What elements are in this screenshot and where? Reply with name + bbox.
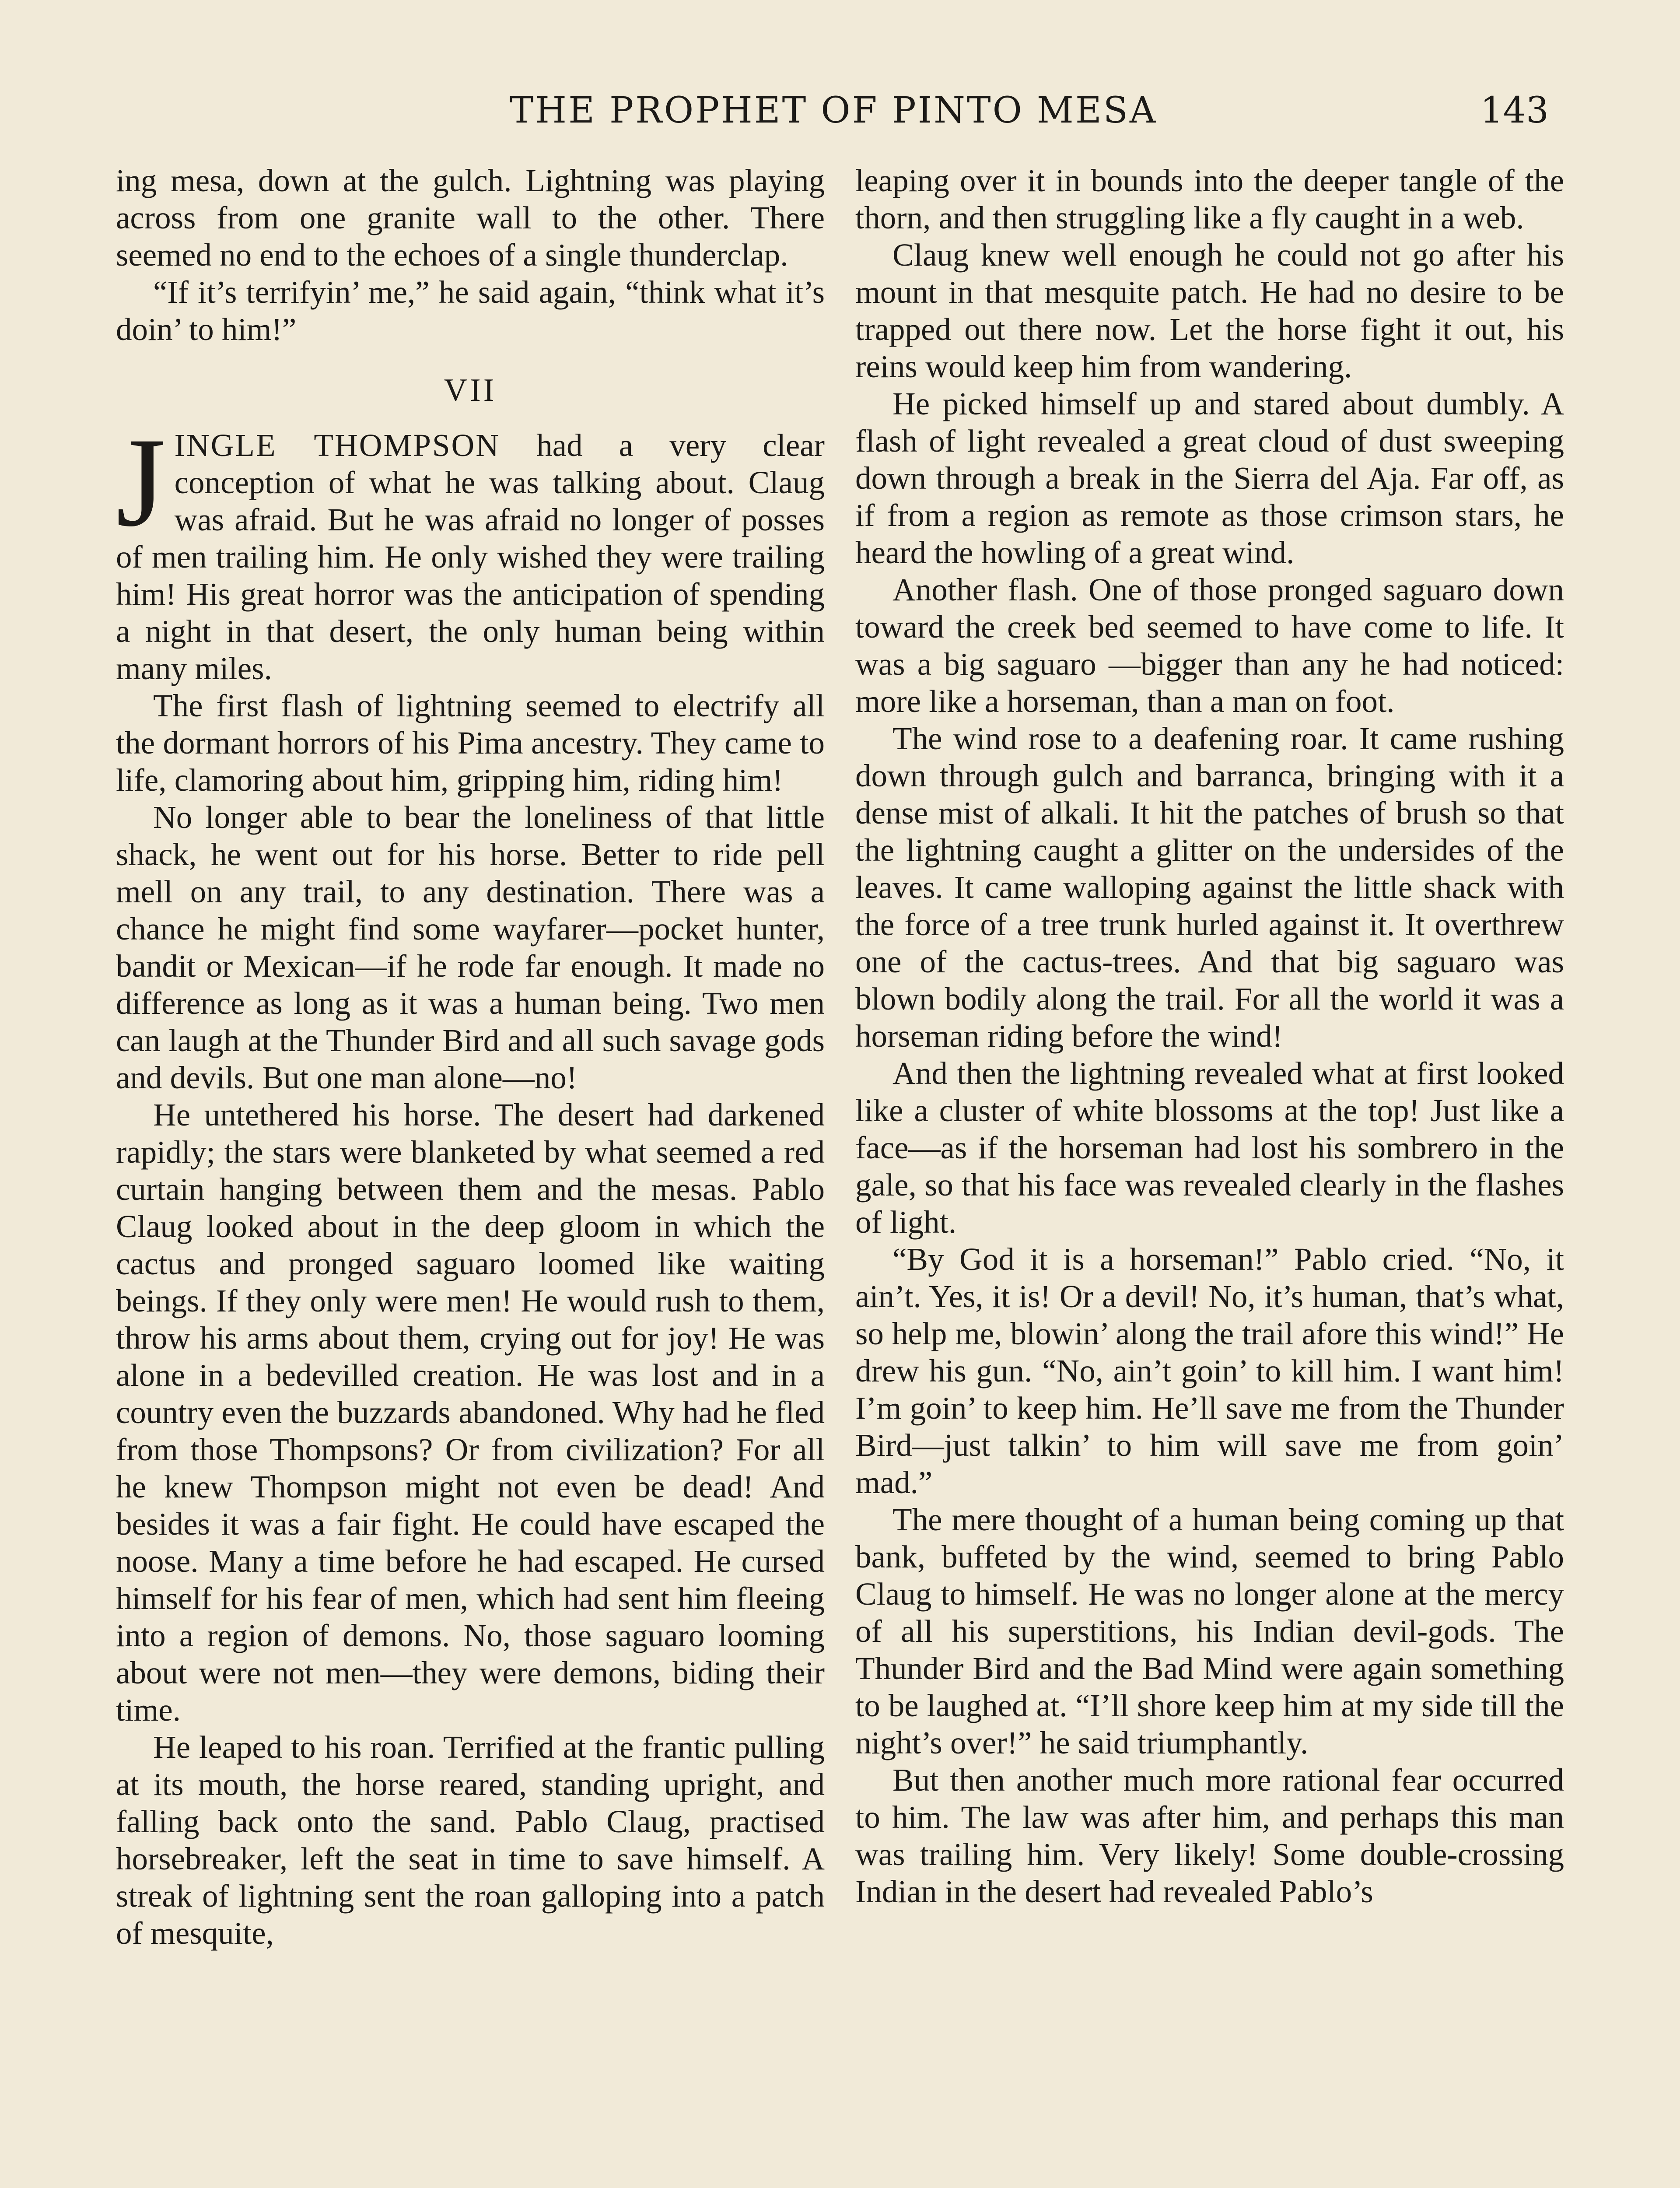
left-column: [116, 162, 825, 2188]
paragraph: He picked himself up and stared about dumbly. A flash of light revealed a great cloud of dust sweeping down through a break in the Sierra del Aja. Far off, as if from a region as remote as those crimson stars, he heard the howling of a great wind.: [855, 386, 1564, 570]
right-column: [855, 162, 1564, 2188]
paragraph: “By God it is a horseman!” Pablo cried. “No, it ain’t. Yes, it is! Or a devil! No, it’s human, that’s what, so help me, blowin’ along the trail afore this wind!” He drew his gun. “No, ain’t goin’ to kill him. I want him! I’m goin’ to keep him. He’ll save me from the Thunder Bird—just talkin’ to him will save me from goin’ mad.”: [855, 1241, 1564, 1500]
paragraph: The first flash of lightning seemed to electrify all the dormant horrors of his Pima ancestry. They came to life, clamoring about him, gripping him, riding him!: [116, 688, 825, 798]
lead-caps: INGLE THOMPSON: [174, 428, 500, 463]
paragraph: The wind rose to a deafening roar. It came rushing down through gulch and barranca, bringing with it a dense mist of alkali. It hit the patches of brush so that the lightning caught a glitter on the undersides of the leaves. It came walloping against the little shack with the force of a tree trunk hurled against it. It overthrew one of the cactus-trees. And that big saguaro was blown bodily along the trail. For all the world it was a horseman riding before the wind!: [855, 721, 1564, 1054]
page-header: [118, 90, 1549, 138]
paragraph: And then the lightning revealed what at first looked like a cluster of white blossoms at the top! Just like a face—as if the horseman had lost his sombrero in the gale, so that his face was revealed clearly in the flashes of light.: [855, 1055, 1564, 1240]
page-number: 143: [1480, 90, 1549, 131]
paragraph: He untethered his horse. The desert had darkened rapidly; the stars were blanketed by what seemed a red curtain hanging between them and the mesas. Pablo Claug looked about in the deep gloom in which the cactus and pronged saguaro loomed like waiting beings. If they only were men! He would rush to them, throw his arms about them, crying out for joy! He was alone in a bedevilled creation. He was lost and in a country even the buzzards abandoned. Why had he fled from those Thompsons? Or from civilization? For all he knew Thompson might not even be dead! And besides it was a fair fight. He could have escaped the noose. Many a time before he had escaped. He cursed himself for his fear of men, which had sent him fleeing into a region of demons. No, those saguaro looming about were not men—they were demons, biding their time.: [116, 1097, 825, 1728]
paragraph: The mere thought of a human being coming up that bank, buffeted by the wind, seemed to bring Pablo Claug to himself. He was no longer alone at the mercy of all his superstitions, his Indian devil-gods. The Thunder Bird and the Bad Mind were again something to be laughed at. “I’ll shore keep him at my side till the night’s over!” he said triumphantly.: [855, 1502, 1564, 1760]
paragraph: Claug knew well enough he could not go after his mount in that mesquite patch. He had no desire to be trapped out there now. Let the horse fight it out, his reins would keep him from wandering.: [855, 237, 1564, 384]
paragraph: ing mesa, down at the gulch. Lightning was playing across from one granite wall to the other. There seemed no end to the echoes of a single thunderclap.: [116, 163, 825, 273]
running-title: THE PROPHET OF PINTO MESA: [509, 90, 1158, 131]
drop-cap: J: [116, 412, 166, 553]
section-heading: VII: [444, 372, 497, 408]
paragraph: “If it’s terrifyin’ me,” he said again, “think what it’s doin’ to him!”: [116, 274, 825, 347]
paragraph: leaping over it in bounds into the deeper tangle of the thorn, and then struggling like a fly caught in a web.: [855, 163, 1564, 235]
paragraph: Another flash. One of those pronged saguaro down toward the creek bed seemed to have come to life. It was a big saguaro —bigger than any he had noticed: more like a horseman, than a man on foot.: [855, 572, 1564, 719]
lead-text: had a very clear conception of what he was talking about. Claug was afraid. But he was afraid no longer of posses of men trailing him. He only wished they were trailing him! His great horror was the anticipation of spending a night in that desert, the only human being within many miles.: [116, 428, 825, 686]
paragraph: But then another much more rational fear occurred to him. The law was after him, and perhaps this man was trailing him. Very likely! Some double-crossing Indian in the desert had revealed Pablo’s: [855, 1762, 1564, 1909]
chapter-lead-paragraph: [116, 412, 825, 687]
paragraph: No longer able to bear the loneliness of that little shack, he went out for his horse. Better to ride pell mell on any trail, to any destination. There was a chance he might find some wayfarer—pocket hunter, bandit or Mexican—if he rode far enough. It made no difference as long as it was a human being. Two men can laugh at the Thunder Bird and all such savage gods and devils. But one man alone—no!: [116, 799, 825, 1095]
paragraph: He leaped to his roan. Terrified at the frantic pulling at its mouth, the horse reared, standing upright, and falling back onto the sand. Pablo Claug, practised horsebreaker, left the seat in time to save himself. A streak of lightning sent the roan galloping into a patch of mesquite,: [116, 1729, 825, 1951]
